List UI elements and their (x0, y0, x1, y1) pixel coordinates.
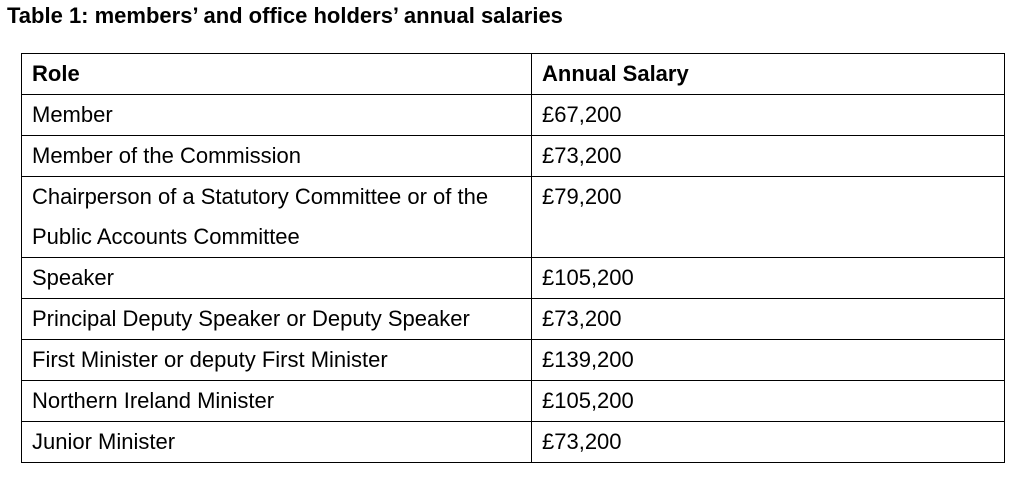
role-cell: Northern Ireland Minister (22, 381, 532, 422)
salary-cell: £139,200 (532, 340, 1005, 381)
salary-cell: £67,200 (532, 95, 1005, 136)
salary-cell: £73,200 (532, 136, 1005, 177)
role-cell: First Minister or deputy First Minister (22, 340, 532, 381)
role-cell: Chairperson of a Statutory Committee or of the Public Accounts Committee (22, 177, 532, 258)
table-header-row (22, 54, 1005, 95)
column-header-annual-salary: Annual Salary (532, 54, 1005, 95)
table-row (22, 381, 1005, 422)
column-header-role: Role (22, 54, 532, 95)
table-row (22, 258, 1005, 299)
table-row (22, 422, 1005, 463)
table-row (22, 95, 1005, 136)
salaries-table (21, 53, 1005, 463)
salary-cell: £105,200 (532, 258, 1005, 299)
role-cell: Member of the Commission (22, 136, 532, 177)
table-row (22, 299, 1005, 340)
salary-cell: £73,200 (532, 299, 1005, 340)
table-row (22, 340, 1005, 381)
table-row (22, 136, 1005, 177)
role-cell: Junior Minister (22, 422, 532, 463)
role-cell: Member (22, 95, 532, 136)
table-caption: Table 1: members’ and office holders’ annual salaries (7, 3, 563, 28)
role-cell: Speaker (22, 258, 532, 299)
salary-cell: £79,200 (532, 177, 1005, 258)
role-cell: Principal Deputy Speaker or Deputy Speaker (22, 299, 532, 340)
table-row (22, 177, 1005, 258)
salary-cell: £73,200 (532, 422, 1005, 463)
salary-cell: £105,200 (532, 381, 1005, 422)
